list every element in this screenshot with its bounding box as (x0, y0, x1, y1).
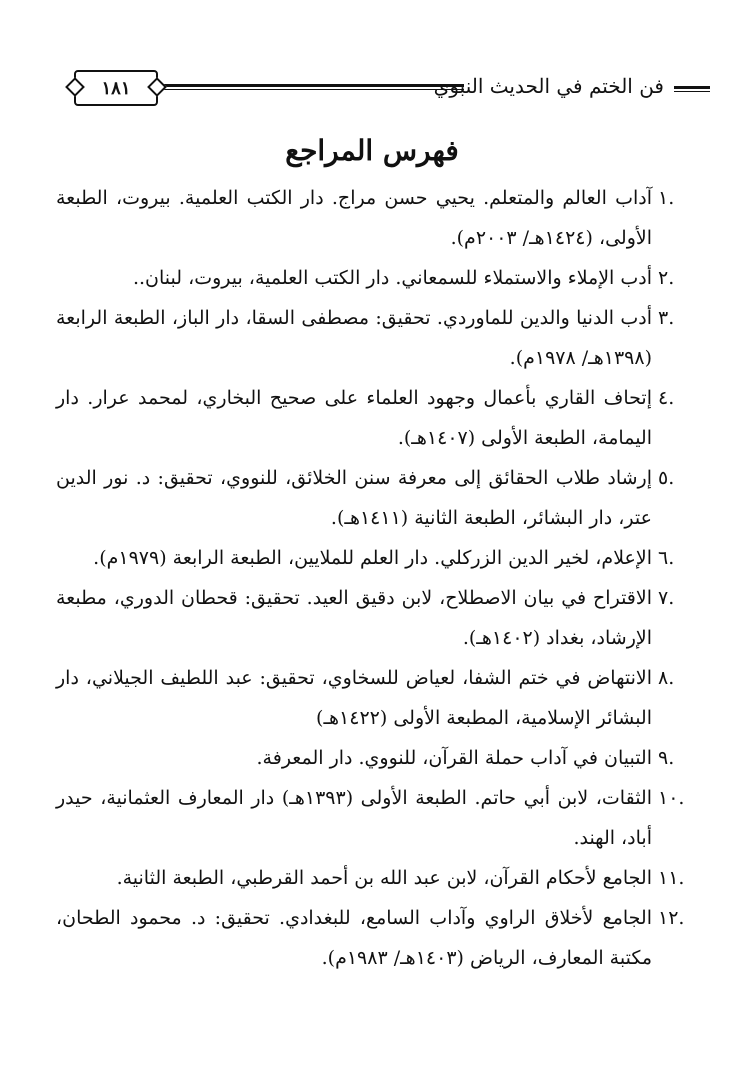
reference-number: .١٠ (658, 787, 685, 809)
page-header (62, 66, 664, 106)
reference-text: التبيان في آداب حملة القرآن، للنووي. دار المعرفة. (256, 747, 652, 769)
reference-number: .٧ (658, 587, 675, 609)
reference-number: .٩ (658, 747, 675, 769)
page-heading: فهرس المراجع (285, 134, 459, 167)
reference-number: .٥ (658, 467, 675, 489)
reference-number: .٣ (658, 307, 675, 329)
reference-item (56, 458, 675, 538)
reference-item (56, 538, 675, 578)
reference-item (56, 298, 675, 378)
reference-text: إرشاد طلاب الحقائق إلى معرفة سنن الخلائق، للنووي، تحقيق: د. نور الدين عتر، دار البشائر، الطبعة الثانية (١٤١١هـ). (56, 467, 652, 529)
reference-text: آداب العالم والمتعلم. يحيي حسن مراج. دار الكتب العلمية. بيروت، الطبعة الأولى، (١٤٢٤هـ/ ٢٠٠٣م). (56, 187, 653, 249)
reference-number: .٤ (658, 387, 675, 409)
reference-text: الجامع لأحكام القرآن، لابن عبد الله بن أحمد القرطبي، الطبعة الثانية. (116, 867, 652, 889)
reference-number: .٨ (658, 667, 675, 689)
reference-item (56, 178, 675, 258)
reference-text: الانتهاض في ختم الشفا، لعياض للسخاوي، تحقيق: عبد اللطيف الجيلاني، دار البشائر الإسلامية، المطبعة الأولى (١٤٢٢هـ) (56, 667, 652, 729)
header-dash-ornament (674, 86, 710, 92)
reference-text: أدب الإملاء والاستملاء للسمعاني. دار الكتب العلمية، بيروت، لبنان.. (132, 267, 652, 289)
reference-item (56, 738, 675, 778)
reference-text: الاقتراح في بيان الاصطلاح، لابن دقيق العيد. تحقيق: قحطان الدوري، مطبعة الإرشاد، بغداد (١٤٠٢هـ). (56, 587, 652, 649)
reference-number: .١ (658, 187, 675, 209)
header-rule (164, 84, 464, 90)
page-number-frame (74, 70, 158, 106)
reference-item (56, 898, 685, 978)
reference-item (56, 778, 685, 858)
reference-text: الثقات، لابن أبي حاتم. الطبعة الأولى (١٣٩٣هـ) دار المعارف العثمانية، حيدر أباد، الهند. (56, 787, 652, 849)
running-title: فن الختم في الحديث النبوي (433, 74, 664, 98)
reference-text: أدب الدنيا والدين للماوردي. تحقيق: مصطفى السقا، دار الباز، الطبعة الرابعة (١٣٩٨هـ/ ١٩٧٨م). (56, 307, 652, 369)
page-number: ١٨١ (101, 77, 131, 99)
references-list (56, 178, 685, 978)
reference-item (56, 658, 675, 738)
reference-item (56, 858, 685, 898)
reference-number: .٦ (658, 547, 675, 569)
reference-item (56, 578, 675, 658)
reference-number: .١٢ (658, 907, 685, 929)
reference-number: .٢ (658, 267, 675, 289)
reference-text: الجامع لأخلاق الراوي وآداب السامع، للبغدادي. تحقيق: د. محمود الطحان، مكتبة المعارف، الرياض (١٤٠٣هـ/ ١٩٨٣م). (56, 907, 652, 969)
reference-item (56, 378, 675, 458)
reference-number: .١١ (658, 867, 685, 889)
reference-text: إتحاف القاري بأعمال وجهود العلماء على صحيح البخاري، لمحمد عرار. دار اليمامة، الطبعة الأولى (١٤٠٧هـ). (56, 387, 652, 449)
reference-text: الإعلام، لخير الدين الزركلي. دار العلم للملايين، الطبعة الرابعة (١٩٧٩م). (93, 547, 652, 569)
reference-item (56, 258, 675, 298)
